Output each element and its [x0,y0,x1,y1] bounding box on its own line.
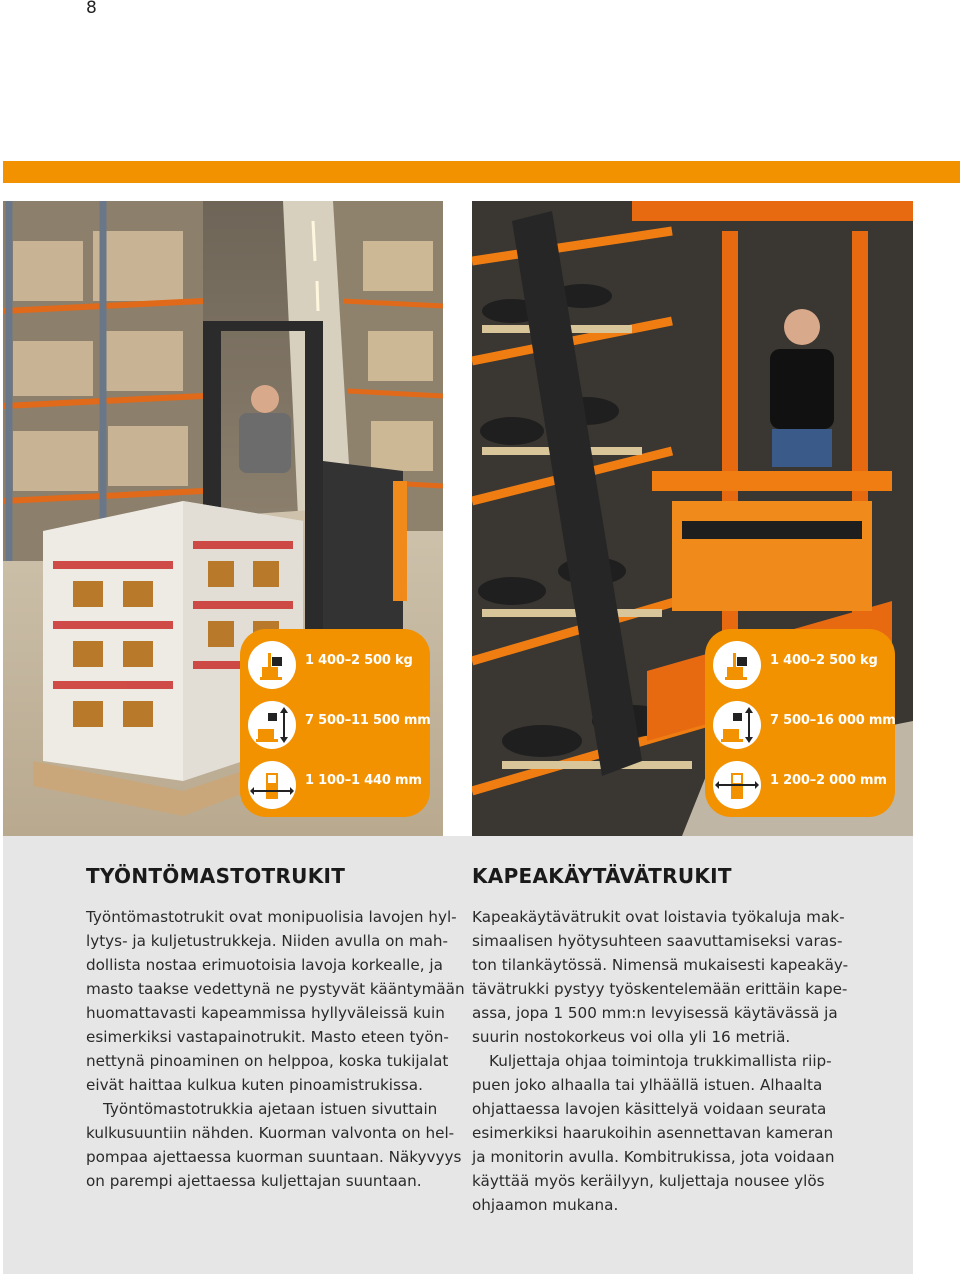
body-line: masto taakse vedettynä ne pystyvät kääntymään [86,980,465,998]
capacity-icon [713,641,761,689]
aisle-width-icon [713,761,761,809]
body-line: huomattavasti kapeammissa hyllyväleissä kuin [86,1004,445,1022]
body-line: pompaa ajettaessa kuorman suuntaan. Näkyvyys [86,1148,462,1166]
lift-height-icon [248,701,296,749]
body-line: on parempi ajettaessa kuljettajan suuntaan. [86,1172,422,1190]
body-line: kulkusuuntiin nähden. Kuorman valvonta on hel- [86,1124,455,1142]
body-line: Kuljettaja ohjaa toimintoja trukkimallista riip- [489,1052,832,1070]
body-line: ohjaamon mukana. [472,1196,619,1214]
body-line: ton tilankäytössä. Nimensä mukaisesti kapeakäy- [472,956,849,974]
page-number: 8 [86,0,97,18]
body-line: esimerkiksi vastapainotrukit. Masto eteen työn- [86,1028,449,1046]
spec-badge-left [240,629,430,817]
body-line: simaalisen hyötysuhteen saavuttamiseksi varas- [472,932,843,950]
spec-aisle-width [248,759,430,811]
body-line: nettynä pinoaminen on helppoa, koska tukijalat [86,1052,449,1070]
body-line: Työntömastotrukkia ajetaan istuen sivuttain [103,1100,438,1118]
spec-capacity-text: 1 400–2 500 kg [770,653,878,668]
spec-capacity-text: 1 400–2 500 kg [305,653,413,668]
spec-lift-height-text: 7 500–16 000 mm [770,713,896,728]
spec-lift-height [248,699,430,751]
spec-capacity [248,639,430,691]
body-line: Kapeakäytävätrukit ovat loistavia työkaluja mak- [472,908,845,926]
body-line: dollista nostaa erimuotoisia lavoja korkealle, ja [86,956,443,974]
spec-lift-height [713,699,895,751]
spec-aisle-width-text: 1 200–2 000 mm [770,773,887,788]
aisle-width-icon [248,761,296,809]
section-body-narrow-aisle-trucks [472,905,849,1217]
spec-lift-height-text: 7 500–11 500 mm [305,713,431,728]
body-line: käyttää myös keräilyyn, kuljettaja nousee ylös [472,1172,825,1190]
body-line: esimerkiksi haarukoihin asennettavan kameran [472,1124,834,1142]
body-line: suurin nostokorkeus voi olla yli 16 metriä. [472,1028,791,1046]
header-accent-band [3,161,960,183]
spec-aisle-width-text: 1 100–1 440 mm [305,773,422,788]
body-line: assa, jopa 1 500 mm:n levyisessä käytävässä ja [472,1004,838,1022]
lift-height-icon [713,701,761,749]
body-line: puen joko alhaalla tai ylhäällä istuen. Alhaalta [472,1076,823,1094]
section-body-reach-trucks [86,905,465,1193]
capacity-icon [248,641,296,689]
spec-badge-right [705,629,895,817]
body-line: lytys- ja kuljetustrukkeja. Niiden avulla on mah- [86,932,449,950]
section-title-narrow-aisle-trucks: KAPEAKÄYTÄVÄTRUKIT [472,864,732,888]
body-line: ja monitorin avulla. Kombitrukissa, jota voidaan [472,1148,835,1166]
body-line: tävätrukki pystyy työskentelemään erittäin kape- [472,980,848,998]
section-title-reach-trucks: TYÖNTÖMASTOTRUKIT [86,864,346,888]
body-line: eivät haittaa kulkua kuten pinoamistrukissa. [86,1076,423,1094]
body-line: ohjattaessa lavojen käsittelyä voidaan seurata [472,1100,827,1118]
body-line: Työntömastotrukit ovat monipuolisia lavojen hyl- [86,908,457,926]
spec-aisle-width [713,759,895,811]
spec-capacity [713,639,895,691]
